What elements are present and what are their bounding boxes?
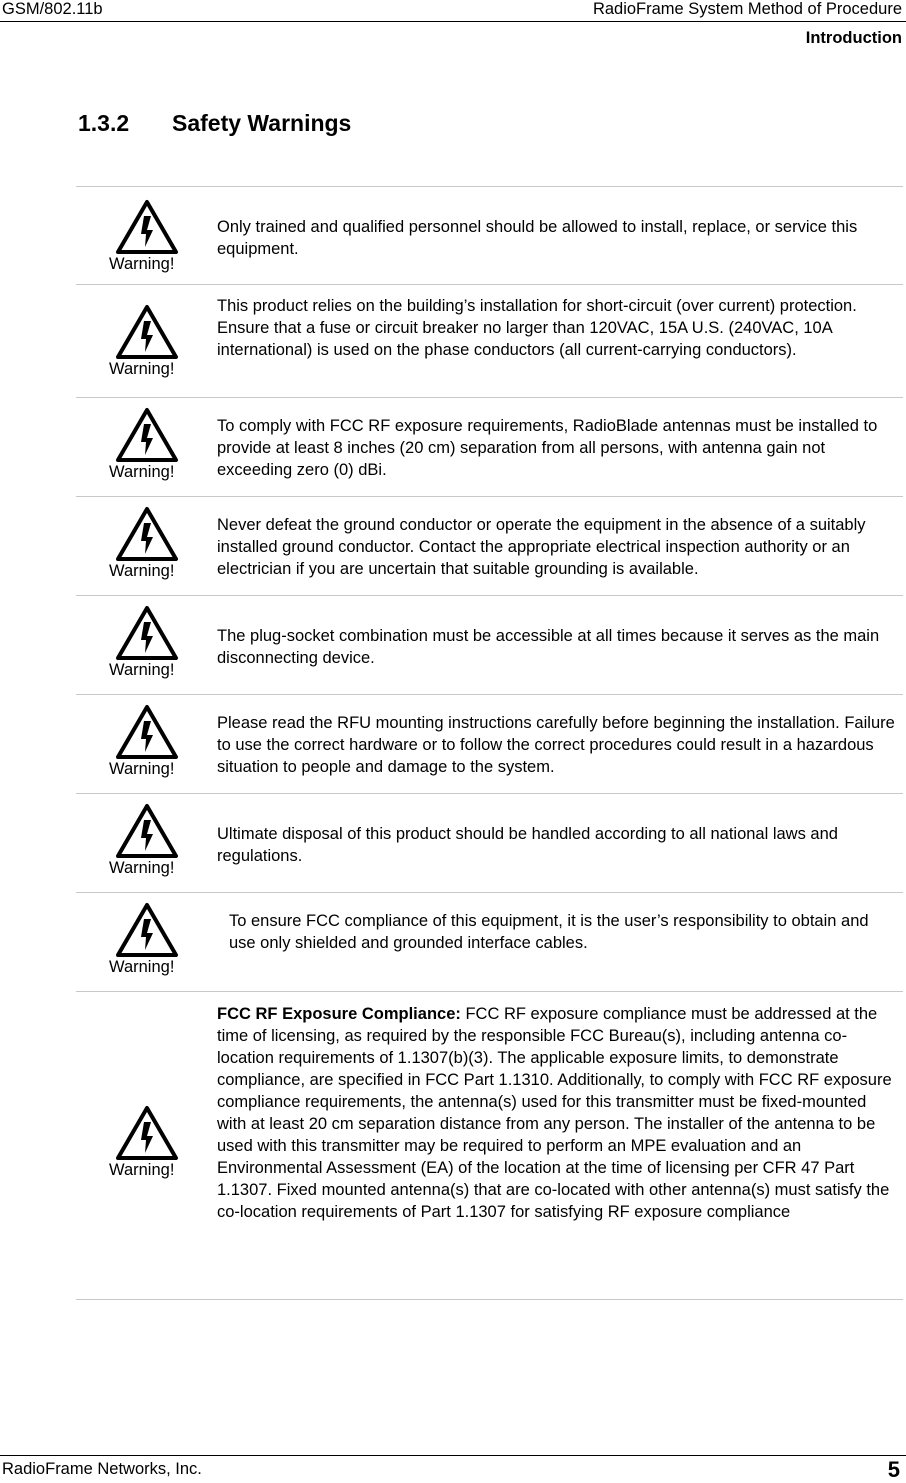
section-heading [78, 110, 351, 137]
high-voltage-warning-icon [115, 1105, 179, 1161]
warning-label: Warning! [109, 562, 175, 580]
warning-text: Please read the RFU mounting instructions carefully before beginning the installation. Failure to use the correct hardware or to follow the correct procedures could result in a hazardous situation to people and damage to the system. [217, 714, 895, 776]
header-section: Introduction [805, 29, 902, 47]
header-doc-type: GSM/802.11b [2, 0, 103, 18]
warning-icon-cell [107, 902, 187, 977]
header-doc-title: RadioFrame System Method of Procedure [592, 0, 902, 18]
warning-text: This product relies on the building’s installation for short-circuit (over current) protection. Ensure that a fuse or circuit breaker no larger than 120VAC, 15A U.S. (240VAC, 10A international) is used on the phase conductors (all current-carrying conductors). [217, 297, 857, 359]
warning-icon-cell [107, 1105, 187, 1180]
high-voltage-warning-icon [115, 304, 179, 360]
warning-icon-cell [107, 605, 187, 680]
warning-text [217, 1003, 899, 1223]
warning-label: Warning! [109, 760, 175, 778]
warning-icon-cell [107, 304, 187, 379]
warning-label: Warning! [109, 661, 175, 679]
warning-icon-cell [107, 506, 187, 581]
warning-label: Warning! [109, 958, 175, 976]
warning-icon-cell [107, 704, 187, 779]
warning-row [76, 285, 903, 398]
high-voltage-warning-icon [115, 803, 179, 859]
warning-text: To comply with FCC RF exposure requirements, RadioBlade antennas must be installed to provide at least 8 inches (20 cm) separation from all persons, with antenna gain not exceeding zero (0) dBi. [217, 417, 878, 479]
high-voltage-warning-icon [115, 199, 179, 255]
high-voltage-warning-icon [115, 407, 179, 463]
warning-text: To ensure FCC compliance of this equipment, it is the user’s responsibility to obtain and use only shielded and grounded interface cables. [229, 912, 869, 952]
warning-label: Warning! [109, 360, 175, 378]
warning-label: Warning! [109, 463, 175, 481]
warning-bold-lead: FCC RF Exposure Compliance: [217, 1005, 461, 1023]
warning-row [76, 187, 903, 285]
warning-icon-cell [107, 407, 187, 482]
warning-label: Warning! [109, 1161, 175, 1179]
warning-text: Ultimate disposal of this product should be handled according to all national laws and regulations. [217, 825, 838, 865]
warning-text: Only trained and qualified personnel should be allowed to install, replace, or service this equipment. [217, 218, 858, 258]
high-voltage-warning-icon [115, 902, 179, 958]
page-number: 5 [887, 1457, 900, 1482]
warning-text: Never defeat the ground conductor or operate the equipment in the absence of a suitably installed ground conductor. Contact the appropriate electrical inspection authority or an electrician if you are uncertain that suitable grounding is available. [217, 516, 866, 578]
section-title: Safety Warnings [172, 110, 352, 136]
page-footer [0, 1455, 906, 1483]
warning-label: Warning! [109, 859, 175, 877]
page-header [0, 0, 906, 22]
warning-row [76, 596, 903, 695]
warning-row [76, 794, 903, 893]
warnings-table [76, 186, 903, 1300]
warning-row [76, 398, 903, 497]
section-number: 1.3.2 [78, 110, 130, 136]
warning-row [76, 893, 903, 992]
warning-row [76, 695, 903, 794]
footer-company: RadioFrame Networks, Inc. [2, 1460, 202, 1478]
warning-row [76, 497, 903, 596]
warning-body: FCC RF exposure compliance must be addressed at the time of licensing, as required by the responsible FCC Bureau(s), including antenna co-location requirements of 1.1307(b)(3). The applicable exposure limits, to demonstrate compliance, are specified in FCC Part 1.1310. Additionally, to comply with FCC RF exposure compliance requirements, the antenna(s) used for this transmitter must be fixed-mounted with at least 20 cm separation distance from any person. The installer of the antenna to be used with this transmitter may be required to perform an MPE evaluation and an Environmental Assessment (EA) of the location at the time of licensing per CFR 47 Part 1.1307. Fixed mounted antenna(s) that are co-located with other antenna(s) must satisfy the co-location requirements of Part 1.1307 for satisfying RF exposure compliance [217, 1005, 892, 1221]
warning-icon-cell [107, 803, 187, 878]
warning-row [76, 992, 903, 1300]
warning-text: The plug-socket combination must be accessible at all times because it serves as the main disconnecting device. [217, 627, 880, 667]
high-voltage-warning-icon [115, 704, 179, 760]
warning-label: Warning! [109, 255, 175, 273]
warning-icon-cell [107, 199, 187, 274]
high-voltage-warning-icon [115, 605, 179, 661]
high-voltage-warning-icon [115, 506, 179, 562]
